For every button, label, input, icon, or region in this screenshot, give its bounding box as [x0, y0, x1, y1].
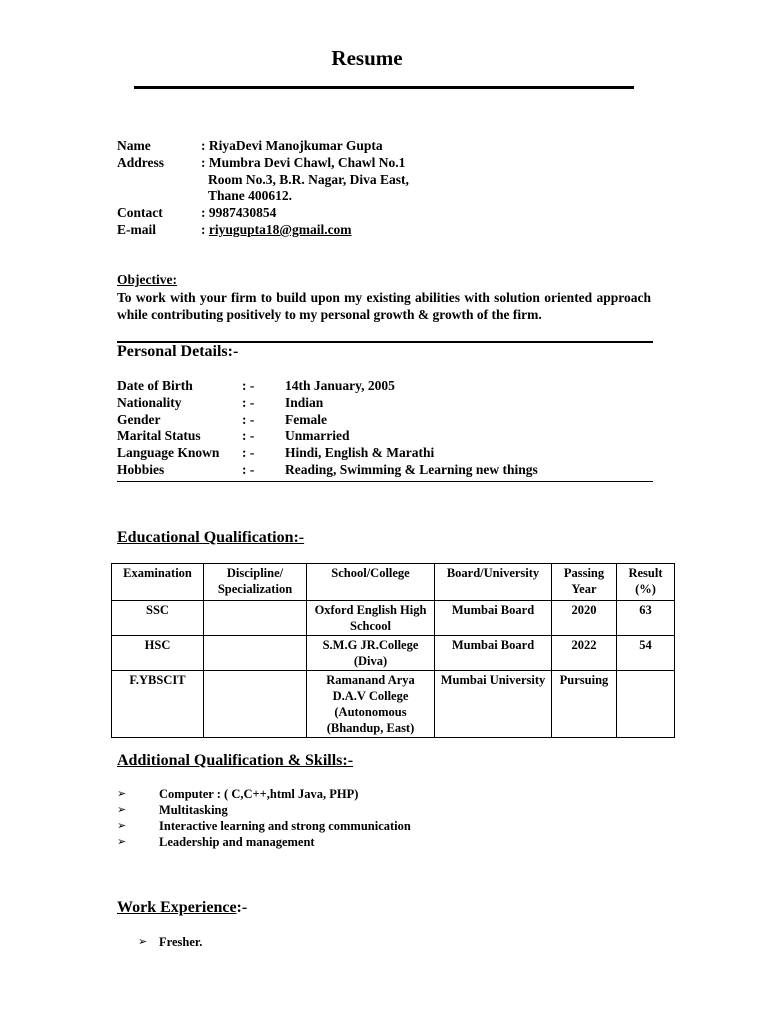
skill-text: Computer : ( C,C++,html Java, PHP): [159, 787, 359, 801]
table-row: [112, 636, 675, 671]
contact-label: E-mail: [117, 221, 156, 237]
personal-sep: : -: [242, 411, 255, 427]
contact-value-prefix: :: [201, 221, 209, 237]
personal-details-heading: Personal Details:-: [117, 343, 239, 360]
table-cell: Mumbai University: [435, 671, 552, 738]
table-cell: SSC: [112, 601, 204, 636]
personal-key: Hobbies: [117, 461, 165, 477]
work-heading-suffix: :-: [236, 899, 248, 916]
skills-heading: Additional Qualification & Skills:-: [117, 752, 354, 769]
personal-sep: : -: [242, 428, 255, 444]
personal-row: [117, 412, 538, 429]
contact-value: Room No.3, B.R. Nagar, Diva East,: [208, 171, 409, 187]
objective-text: To work with your firm to build upon my existing abilities with solution oriented approach while contributing positively to my personal growth & growth of the firm.: [117, 290, 651, 322]
table-cell: [204, 636, 307, 671]
table-cell: Mumbai Board: [435, 601, 552, 636]
section-divider: [117, 481, 653, 482]
personal-value: Reading, Swimming & Learning new things: [285, 461, 538, 477]
column-header: Board/University: [435, 564, 552, 601]
personal-key: Marital Status: [117, 428, 201, 444]
table-cell: Oxford English High Schcool: [307, 601, 435, 636]
contact-row-email: [117, 222, 409, 239]
table-row: [112, 601, 675, 636]
arrow-bullet-icon: ➢: [117, 819, 127, 832]
resume-title: Resume: [331, 46, 403, 70]
personal-value: Hindi, English & Marathi: [285, 445, 435, 461]
personal-row: [117, 462, 538, 479]
list-item: [117, 802, 411, 818]
table-cell: [204, 601, 307, 636]
table-cell: 2020: [552, 601, 617, 636]
skill-text: Multitasking: [159, 803, 228, 817]
personal-key: Date of Birth: [117, 378, 193, 393]
contact-value: : 9987430854: [201, 205, 277, 221]
contact-row-address: [117, 155, 409, 172]
skills-list: [117, 786, 411, 850]
personal-row: [117, 395, 538, 412]
column-header: Examination: [112, 564, 204, 601]
table-cell: 63: [617, 601, 675, 636]
contact-row-phone: [117, 205, 409, 222]
table-cell: 54: [617, 636, 675, 671]
personal-sep: : -: [242, 445, 255, 461]
table-cell: [617, 671, 675, 738]
contact-label: [117, 172, 201, 189]
table-cell: Ramanand Arya D.A.V College (Autonomous (Bhandup, East): [307, 671, 435, 738]
arrow-bullet-icon: ➢: [117, 835, 127, 848]
personal-key: Gender: [117, 411, 161, 427]
table-cell: [204, 671, 307, 738]
contact-label: [117, 188, 201, 205]
email-link[interactable]: riyugupta18@gmail.com: [208, 221, 352, 237]
contact-label: Name: [117, 138, 151, 153]
list-item: [117, 818, 411, 834]
personal-sep: : -: [242, 378, 255, 393]
contact-row-address-3: [117, 188, 409, 205]
personal-key: Language Known: [117, 445, 220, 461]
objective-heading: Objective:: [117, 272, 177, 287]
personal-row: [117, 428, 538, 445]
education-table: [111, 563, 675, 738]
list-item: [138, 935, 202, 950]
personal-value: Female: [285, 411, 327, 427]
personal-row: [117, 445, 538, 462]
arrow-bullet-icon: ➢: [138, 935, 148, 948]
table-cell: Pursuing: [552, 671, 617, 738]
table-cell: Mumbai Board: [435, 636, 552, 671]
contact-value: : RiyaDevi Manojkumar Gupta: [201, 138, 383, 153]
contact-value: Thane 400612.: [208, 188, 293, 204]
personal-row: [117, 378, 538, 395]
education-header-row: [112, 564, 675, 601]
column-header: Passing Year: [552, 564, 617, 601]
contact-value: : Mumbra Devi Chawl, Chawl No.1: [201, 154, 406, 170]
contact-row-address-2: [117, 172, 409, 189]
work-item-text: Fresher.: [159, 935, 203, 949]
contact-label: Contact: [117, 205, 163, 221]
personal-sep: : -: [242, 394, 255, 410]
work-heading-text: Work Experience: [117, 899, 237, 916]
column-header: Discipline/ Specialization: [204, 564, 307, 601]
personal-sep: : -: [242, 461, 255, 477]
column-header: Result (%): [617, 564, 675, 601]
skill-text: Leadership and management: [159, 835, 315, 849]
arrow-bullet-icon: ➢: [117, 803, 127, 816]
contact-block: [117, 138, 409, 239]
table-cell: 2022: [552, 636, 617, 671]
table-cell: F.YBSCIT: [112, 671, 204, 738]
column-header: School/College: [307, 564, 435, 601]
list-item: [117, 834, 411, 850]
skill-text: Interactive learning and strong communication: [159, 819, 411, 833]
personal-details-list: [117, 378, 538, 479]
table-row: [112, 671, 675, 738]
contact-row-name: [117, 138, 409, 155]
personal-value: Unmarried: [285, 428, 350, 444]
arrow-bullet-icon: ➢: [117, 787, 127, 800]
personal-value: 14th January, 2005: [285, 378, 395, 393]
personal-key: Nationality: [117, 394, 182, 410]
personal-value: Indian: [285, 394, 324, 410]
education-heading: Educational Qualification:-: [117, 529, 305, 546]
title-underline: [134, 86, 634, 89]
work-experience-heading: [117, 899, 247, 917]
table-cell: S.M.G JR.College (Diva): [307, 636, 435, 671]
list-item: [117, 786, 411, 802]
table-cell: HSC: [112, 636, 204, 671]
contact-label: Address: [117, 154, 165, 170]
